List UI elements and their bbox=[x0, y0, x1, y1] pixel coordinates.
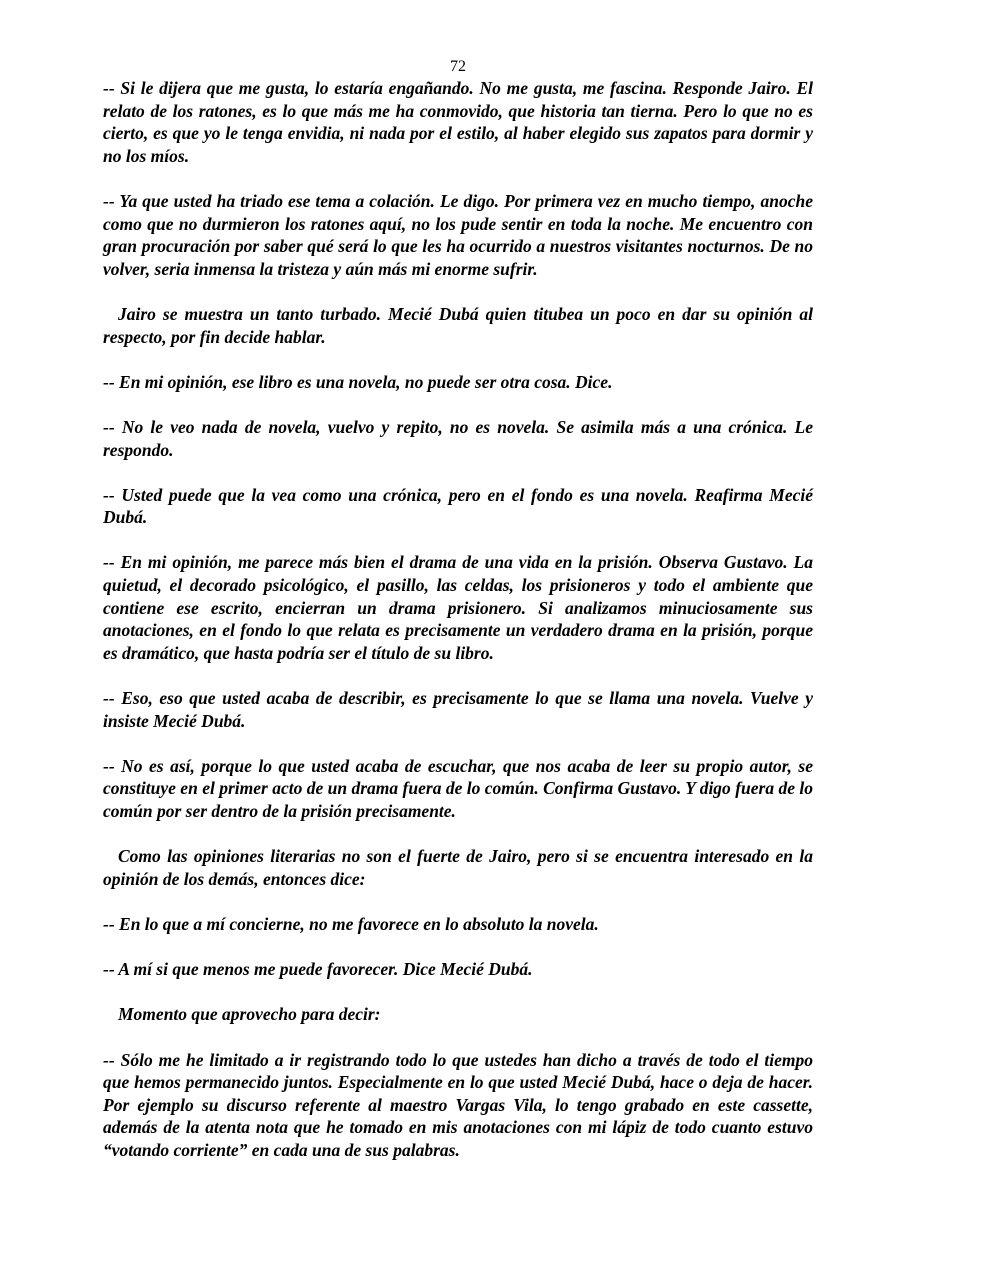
paragraph: -- En lo que a mí concierne, no me favorece en lo absoluto la novela. bbox=[103, 913, 599, 934]
body-text bbox=[103, 77, 813, 1184]
paragraph: -- Si le dijera que me gusta, lo estaría engañando. No me gusta, me fascina. Responde Jairo. El relato de los ratones, es lo que más me ha conmovido, que historia tan tierna. Pero lo que no es cierto, es que yo le tenga envidia, ni nada por el estilo, al haber elegido sus zapatos para dormir y no los míos. bbox=[103, 78, 813, 166]
paragraph: Jairo se muestra un tanto turbado. Mecié Dubá quien titubea un poco en dar su opinión al respecto, por fin decide hablar. bbox=[103, 303, 813, 347]
page-number: 72 bbox=[450, 58, 466, 75]
paragraph: -- Eso, eso que usted acaba de describir, es precisamente lo que se llama una novela. Vuelve y insiste Mecié Dubá. bbox=[103, 688, 813, 731]
paragraph: -- Sólo me he limitado a ir registrando todo lo que ustedes han dicho a través de todo el tiempo que hemos permanecido juntos. Especialmente en lo que usted Mecié Dubá, hace o deja de hacer. Por ejemplo su discurso referente al maestro Vargas Vila, lo tengo grabado en este cassette, además de la atenta nota que he tomado en mis anotaciones con mi lápiz de todo cuanto estuvo “votando corriente” en cada una de sus palabras. bbox=[103, 1049, 813, 1160]
paragraph: Momento que aprovecho para decir: bbox=[118, 1004, 381, 1025]
paragraph: -- En mi opinión, ese libro es una novela, no puede ser otra cosa. Dice. bbox=[103, 371, 613, 392]
paragraph: -- En mi opinión, me parece más bien el drama de una vida en la prisión. Observa Gustavo. La quietud, el decorado psicológico, el pasillo, las celdas, los prisioneros y todo el ambiente que contiene ese escrito, encierran un drama prisionero. Si analizamos minuciosamente sus anotaciones, en el fondo lo que relata es precisamente un verdadero drama en la prisión, porque es dramático, que hasta podría ser el título de su libro. bbox=[103, 552, 813, 663]
paragraph: Como las opiniones literarias no son el fuerte de Jairo, pero si se encuentra interesado en la opinión de los demás, entonces dice: bbox=[103, 846, 813, 889]
paragraph: -- No es así, porque lo que usted acaba de escuchar, que nos acaba de leer su propio autor, se constituye en el primer acto de un drama fuera de lo común. Confirma Gustavo. Y digo fuera de lo común por ser dentro de la prisión precisamente. bbox=[103, 755, 813, 821]
paragraph: -- A mí si que menos me puede favorecer. Dice Mecié Dubá. bbox=[103, 959, 533, 980]
paragraph: -- Usted puede que la vea como una crónica, pero en el fondo es una novela. Reafirma Mecié Dubá. bbox=[103, 484, 813, 528]
paragraph: -- No le veo nada de novela, vuelvo y repito, no es novela. Se asimila más a una crónica. Le respondo. bbox=[103, 416, 813, 460]
paragraph: -- Ya que usted ha triado ese tema a colación. Le digo. Por primera vez en mucho tiempo, anoche como que no durmieron los ratones aquí, no los pude sentir en toda la noche. Me encuentro con gran procuración por saber qué será lo que les ha ocurrido a nuestros visitantes nocturnos. De no volver, seria inmensa la tristeza y aún más mi enorme sufrir. bbox=[103, 190, 813, 279]
